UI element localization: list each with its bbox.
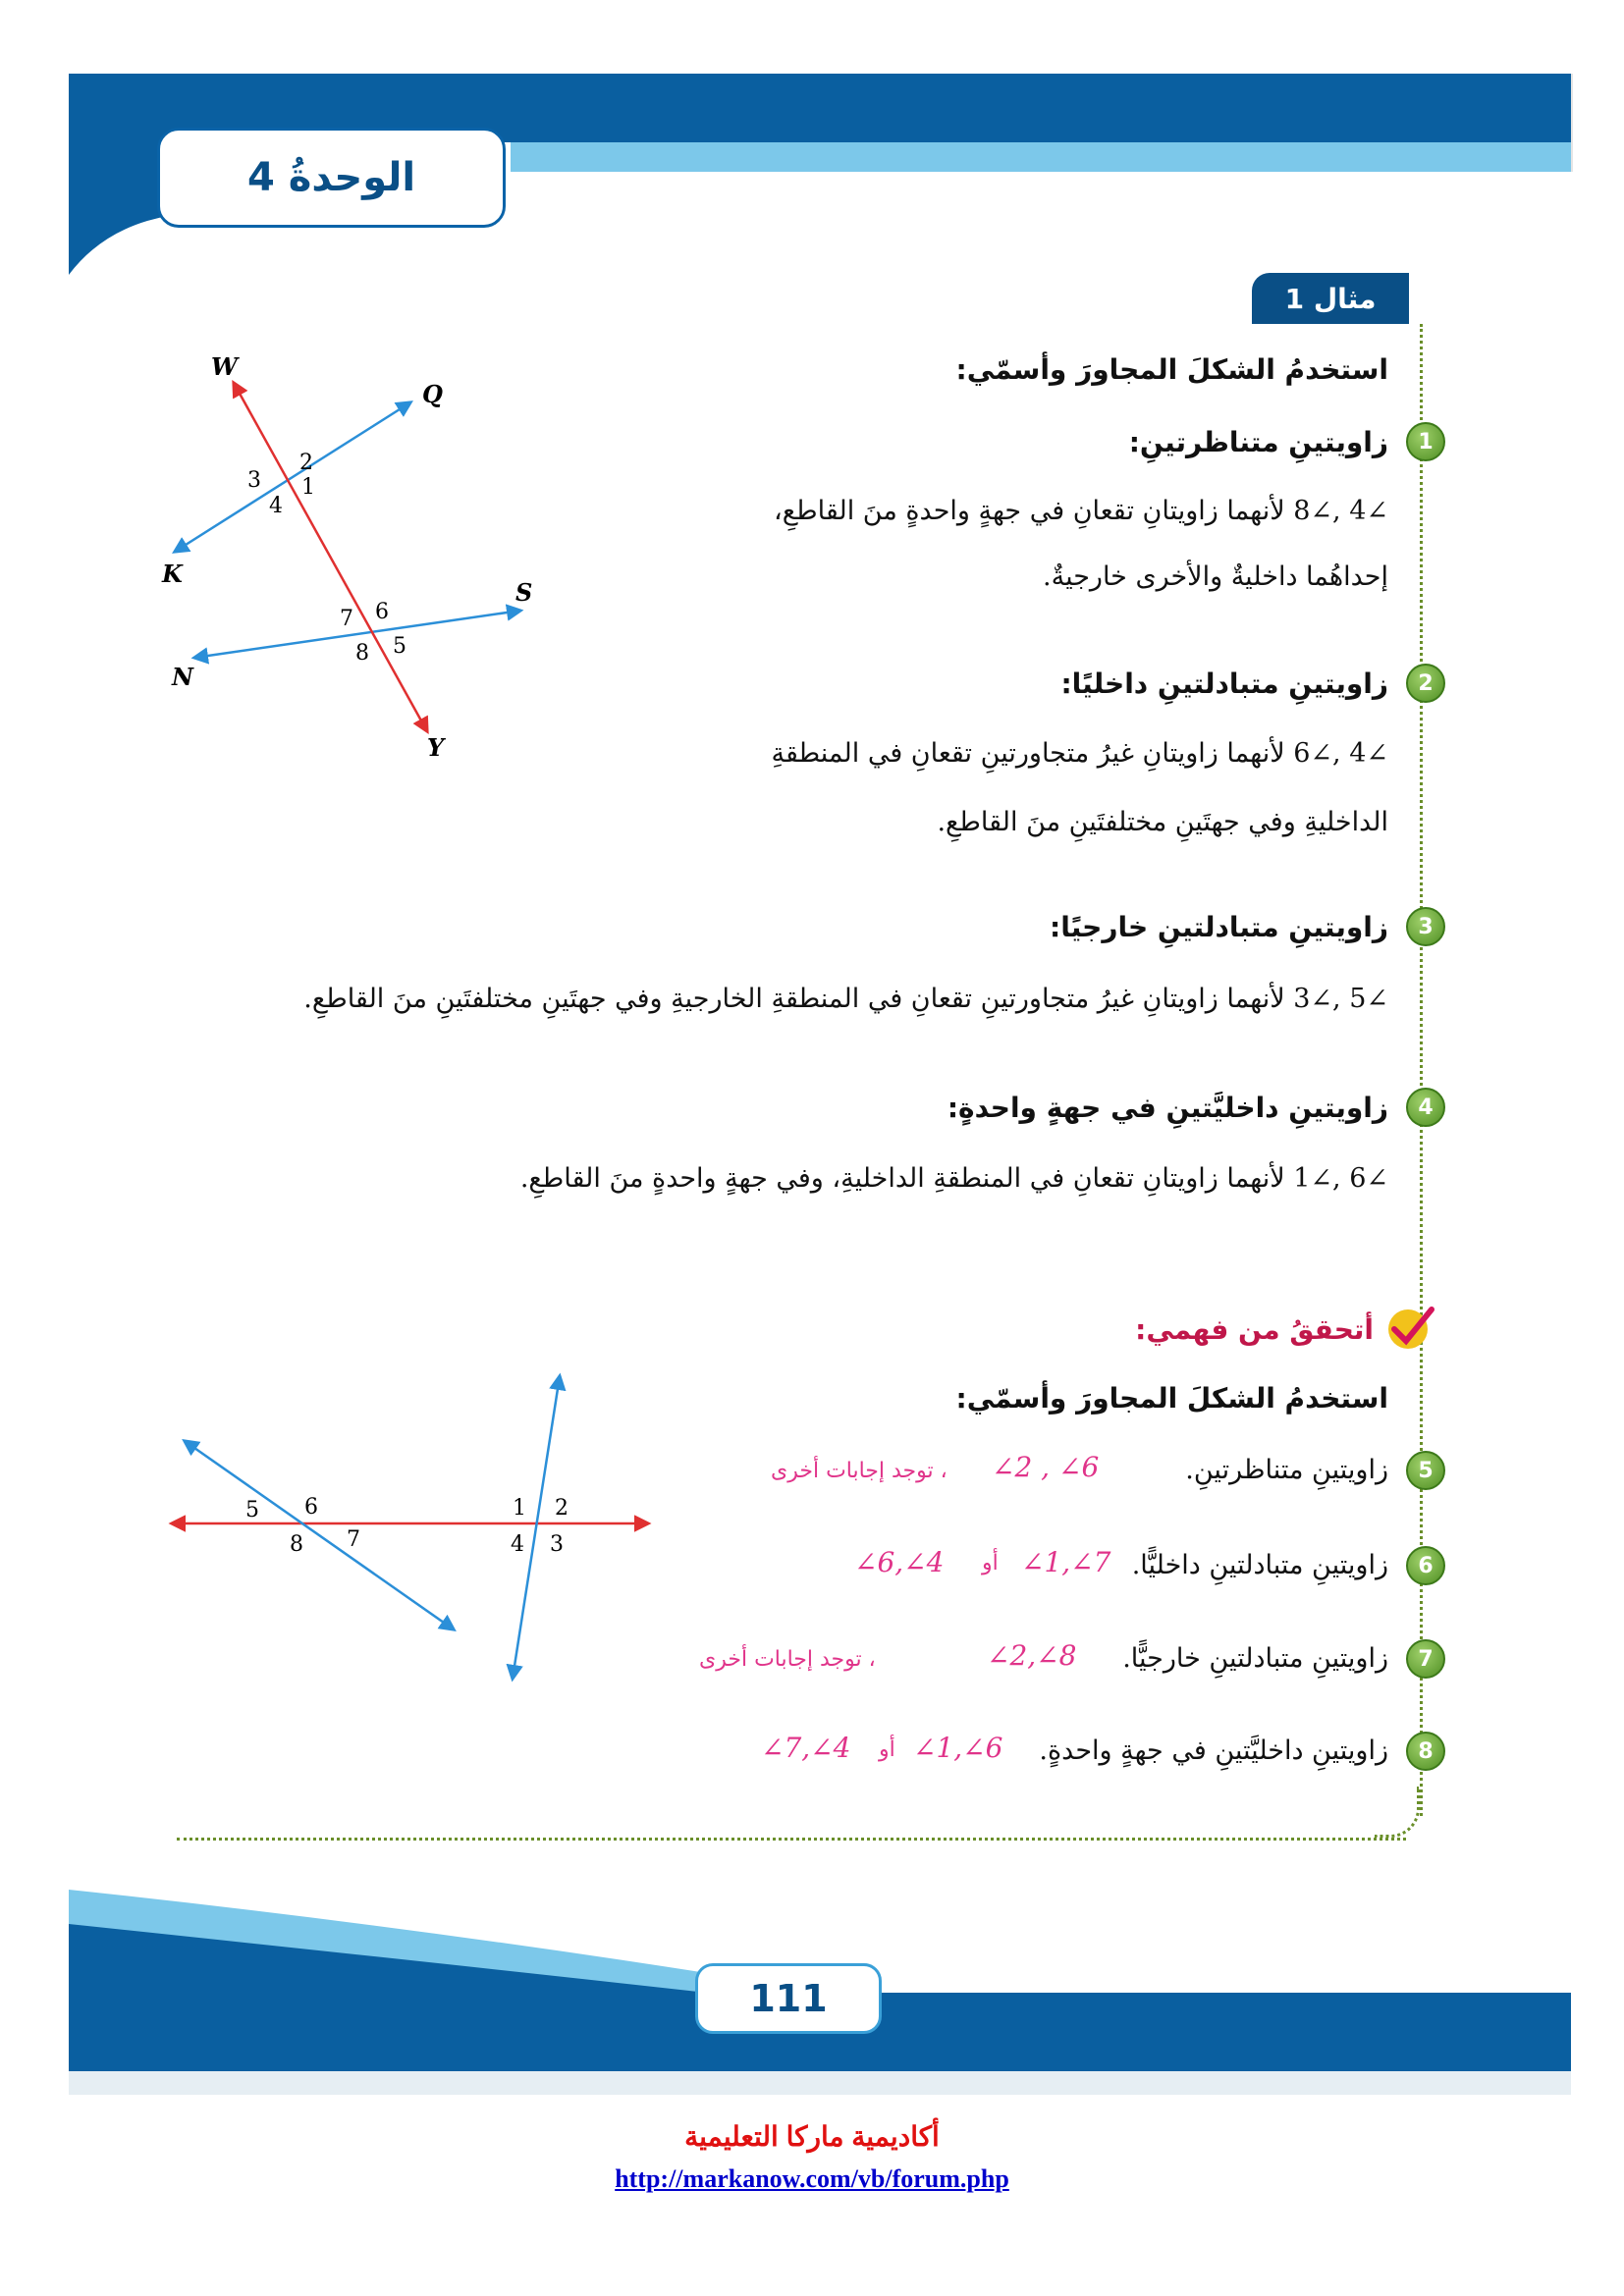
angle-label: 7	[347, 1527, 360, 1552]
transversal-figure-2	[167, 1364, 658, 1703]
answer-text-alt: ∠7,∠4	[761, 1732, 851, 1764]
angle-label: 1	[513, 1496, 526, 1521]
item-number-badge: 4	[1406, 1088, 1445, 1127]
answer-text: ∠2,∠8	[987, 1639, 1077, 1672]
angle-label: 1	[301, 475, 315, 500]
angle-label: 2	[555, 1496, 568, 1521]
transversal-figure-1	[147, 344, 560, 775]
unit-title-badge: الوحدةُ 4	[157, 128, 506, 228]
angle-label: 8	[290, 1532, 303, 1557]
example-instruction: استخدمُ الشكلَ المجاورَ وأسمّي:	[955, 353, 1388, 386]
answer-text: ∠1,∠6	[913, 1732, 1003, 1764]
point-label-k: K	[162, 560, 183, 588]
point-label-q: Q	[422, 380, 443, 408]
answer-text: ∠2 , ∠6	[992, 1451, 1100, 1483]
item-number-badge: 2	[1406, 664, 1445, 703]
angle-label: 4	[269, 494, 283, 518]
item-number-badge: 1	[1406, 422, 1445, 461]
angle-label: 6	[375, 600, 389, 624]
example-tab: مثال 1	[1252, 273, 1409, 324]
item-explanation-line: ∠6 ,∠1 لأنهما زاويتانِ تقعانِ في المنطقةِ الداخليةِ، وفي جهةٍ واحدةٍ منَ القاطعِ.	[519, 1163, 1388, 1194]
item-number-badge: 8	[1406, 1732, 1445, 1771]
footer-url-link[interactable]: http://markanow.com/vb/forum.php	[615, 2164, 1009, 2193]
page-number: 111	[695, 1963, 882, 2034]
item-title: زاويتينِ متبادلتينِ خارجيًا:	[1050, 911, 1388, 943]
check-heading: أتحققُ من فهمي:	[1135, 1313, 1374, 1346]
question-text: زاويتينِ داخليَّتينِ في جهةٍ واحدةٍ.	[1039, 1735, 1388, 1766]
answer-text: ∠1,∠7	[1021, 1546, 1111, 1578]
angle-label: 8	[355, 641, 369, 666]
point-label-n: N	[172, 663, 193, 691]
answer-or: أو	[879, 1737, 895, 1762]
question-text: زاويتينِ متبادلتينِ داخليًّا.	[1131, 1550, 1388, 1580]
check-star-icon	[1384, 1304, 1435, 1355]
item-number-badge: 7	[1406, 1639, 1445, 1679]
item-explanation-line: ∠4 ,∠8 لأنهما زاويتانِ تقعانِ في جهةٍ واحدةٍ منَ القاطعِ،	[774, 496, 1388, 526]
item-explanation-line: ∠4 ,∠6 لأنهما زاويتانِ غيرُ متجاورتينِ تقعانِ في المنطقةِ	[771, 738, 1388, 769]
item-title: زاويتينِ متبادلتينِ داخليًا:	[1060, 667, 1388, 700]
angle-label: 2	[299, 451, 313, 475]
question-text: زاويتينِ متناظرتينِ.	[1185, 1455, 1388, 1485]
angle-label: 3	[550, 1532, 564, 1557]
item-explanation-line: الداخليةِ وفي جهتَينِ مختلفتَينِ منَ القاطعِ.	[937, 807, 1388, 837]
item-title: زاويتينِ متناظرتينِ:	[1128, 426, 1388, 458]
angle-label: 7	[340, 607, 353, 631]
item-number-badge: 5	[1406, 1451, 1445, 1490]
angle-label: 4	[511, 1532, 524, 1557]
dotted-border-right	[1420, 324, 1423, 1816]
item-number-badge: 3	[1406, 907, 1445, 946]
footer-academy-name: أكاديمية ماركا التعليمية	[684, 2121, 940, 2152]
angle-label: 5	[393, 634, 406, 659]
answer-text-alt: ∠6,∠4	[854, 1546, 945, 1578]
answer-note: ، توجد إجابات أخرى	[771, 1459, 947, 1483]
dotted-border-corner	[1375, 1787, 1420, 1838]
angle-label: 5	[245, 1498, 259, 1522]
point-label-s: S	[515, 578, 533, 607]
item-title: زاويتينِ داخليَّتينِ في جهةٍ واحدةٍ:	[947, 1092, 1388, 1124]
point-label-y: Y	[427, 733, 445, 762]
item-number-badge: 6	[1406, 1546, 1445, 1585]
dotted-border-bottom	[177, 1838, 1406, 1841]
check-instruction: استخدمُ الشكلَ المجاورَ وأسمّي:	[955, 1382, 1388, 1415]
item-explanation-line: ∠5 ,∠3 لأنهما زاويتانِ غيرُ متجاورتينِ تقعانِ في المنطقةِ الخارجيةِ وفي جهتَينِ مختلفتَينِ منَ القاطعِ.	[303, 984, 1388, 1014]
item-explanation-line: إحداهُما داخليةٌ والأخرى خارجيةٌ.	[1043, 561, 1388, 592]
answer-or: أو	[982, 1551, 999, 1575]
point-label-w: W	[211, 352, 238, 381]
answer-note: ، توجد إجابات أخرى	[699, 1647, 876, 1672]
question-text: زاويتينِ متبادلتينِ خارجيًّا.	[1122, 1643, 1388, 1674]
angle-label: 6	[304, 1495, 318, 1520]
angle-label: 3	[247, 468, 261, 493]
